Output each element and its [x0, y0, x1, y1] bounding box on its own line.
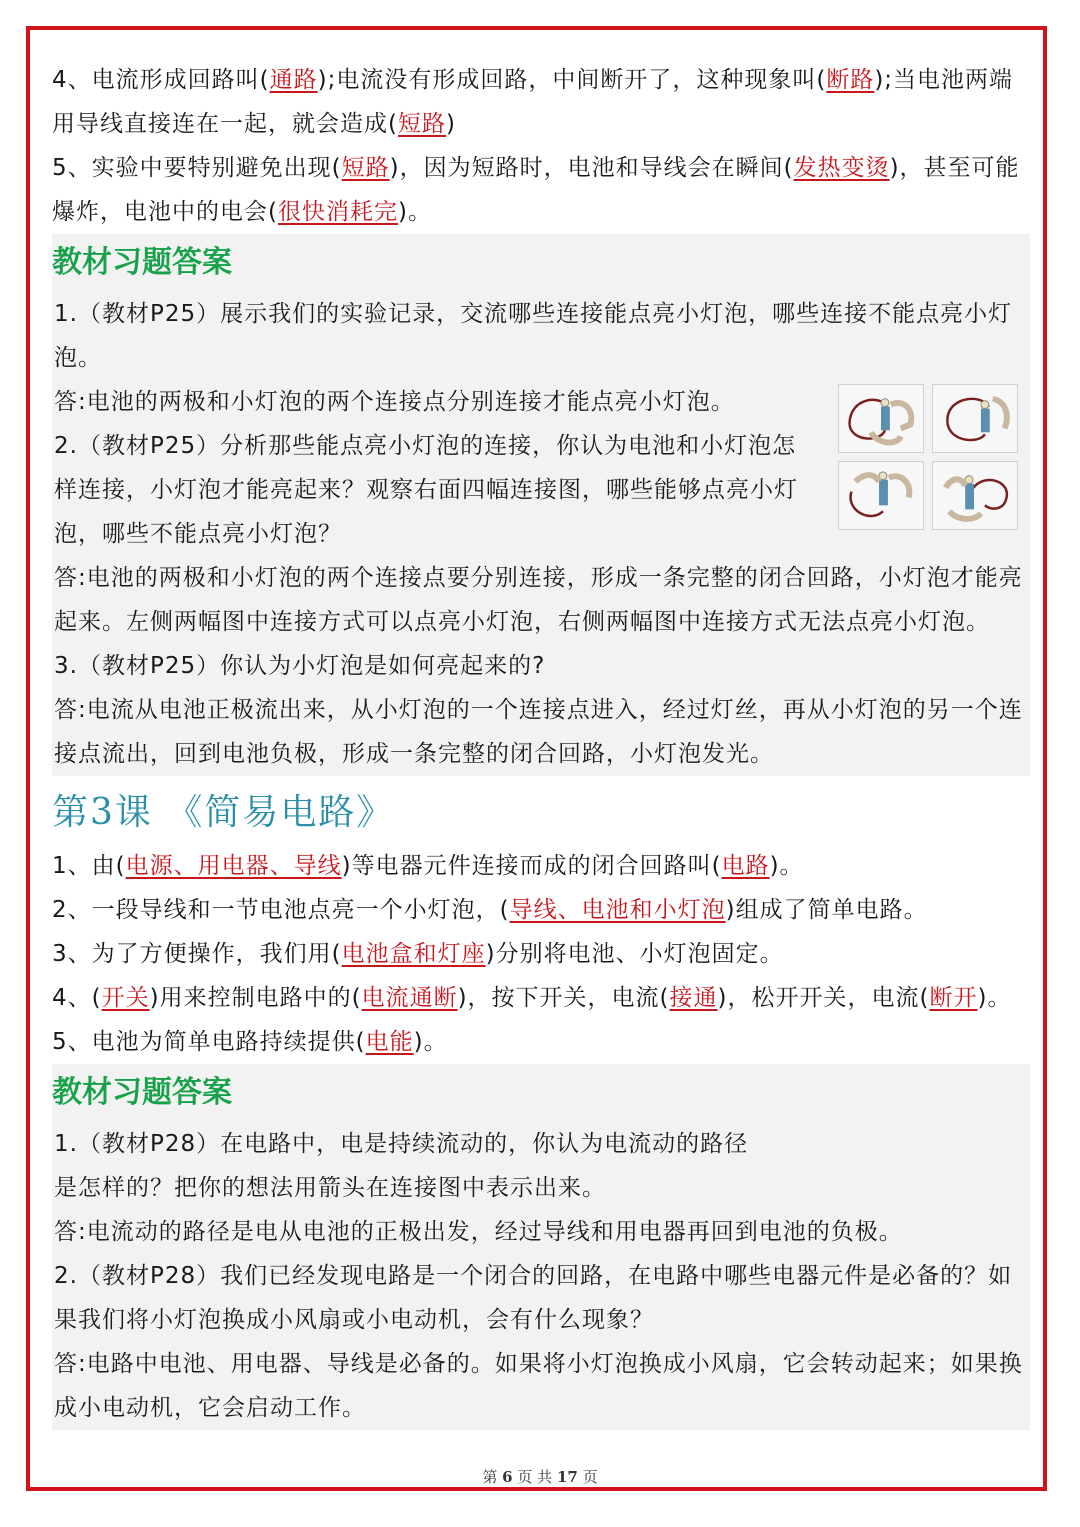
answer-blank: 短路 [397, 111, 446, 137]
question-2: 2.（教材P25）分析那些能点亮小灯泡的连接，你认为电池和小灯泡怎样连接，小灯泡才能亮起来？观察右面四幅连接图，哪些能够点亮小灯泡，哪些不能点亮小灯泡？ [54, 433, 798, 547]
exercise-answers-section-2 [52, 1064, 1030, 1430]
answer-blank: 电池盒和灯座 [341, 941, 486, 967]
page-footer: 第 6 页 共 17 页 [482, 1468, 598, 1486]
lesson2-point-5: 5、实验中要特别避免出现(短路)，因为短路时，电池和导线会在瞬间(发热变烫)，甚至可能爆炸，电池中的电会(很快消耗完)。 [52, 155, 1020, 225]
lesson3-point-1: 1、由(电源、用电器、导线)等电器元件连接而成的闭合回路叫(电路)。 [52, 853, 804, 879]
connection-diagram-1 [838, 384, 924, 453]
answer-1: 答:电池的两极和小灯泡的两个连接点分别连接才能点亮小灯泡。 [54, 389, 735, 415]
answer-blank: 断开 [929, 985, 978, 1011]
answer-blank: 很快消耗完 [277, 199, 398, 225]
question-1-line-2: 是怎样的？把你的想法用箭头在连接图中表示出来。 [54, 1175, 606, 1201]
battery-bulb-image [933, 462, 1017, 529]
answer-3: 答:电流从电池正极流出来，从小灯泡的一个连接点进入，经过灯丝，再从小灯泡的另一个连接点流出，回到电池负极，形成一条完整的闭合回路，小灯泡发光。 [54, 697, 1023, 767]
total-page-count: 17 [556, 1468, 578, 1486]
answer-blank: 电源、用电器、导线 [125, 853, 342, 879]
lesson3-point-3: 3、为了方便操作，我们用(电池盒和灯座)分别将电池、小灯泡固定。 [52, 941, 784, 967]
battery-bulb-image [933, 385, 1017, 452]
answer-1: 答:电流动的路径是电从电池的正极出发，经过导线和用电器再回到电池的负极。 [54, 1219, 903, 1245]
answer-blank: 短路 [341, 155, 390, 181]
question-2-block [52, 424, 1030, 556]
answer-blank: 断路 [826, 67, 875, 93]
answer-blank: 导线、电池和小灯泡 [509, 897, 726, 923]
answer-blank: 电能 [365, 1029, 414, 1055]
question-2: 2.（教材P28）我们已经发现电路是一个闭合的回路，在电路中哪些电器元件是必备的？如果我们将小灯泡换成小风扇或小电动机，会有什么现象？ [54, 1263, 1013, 1333]
question-1: 1.（教材P25）展示我们的实验记录，交流哪些连接能点亮小灯泡，哪些连接不能点亮小灯泡。 [54, 301, 1013, 371]
lesson-title: 第3课 《简易电路》 [52, 792, 395, 833]
answer-blank: 通路 [269, 67, 318, 93]
answer-blank: 电路 [721, 853, 770, 879]
connection-diagram-3 [838, 461, 924, 530]
battery-bulb-image [839, 385, 923, 452]
lesson3-point-2: 2、一段导线和一节电池点亮一个小灯泡，(导线、电池和小灯泡)组成了简单电路。 [52, 897, 928, 923]
answer-2: 答:电池的两极和小灯泡的两个连接点要分别连接，形成一条完整的闭合回路，小灯泡才能亮起来。左侧两幅图中连接方式可以点亮小灯泡，右侧两幅图中连接方式无法点亮小灯泡。 [54, 565, 1023, 635]
battery-bulb-image [839, 462, 923, 529]
current-page-number: 6 [502, 1468, 513, 1486]
answer-2: 答:电路中电池、用电器、导线是必备的。如果将小灯泡换成小风扇，它会转动起来；如果换成小电动机，它会启动工作。 [54, 1351, 1023, 1421]
connection-diagram-4 [932, 461, 1018, 530]
answer-blank: 发热变烫 [793, 155, 890, 181]
exercise-answers-section-1 [52, 234, 1030, 776]
section-heading: 教材习题答案 [52, 1075, 232, 1110]
answer-blank: 电流通断 [361, 985, 458, 1011]
answer-blank: 接通 [669, 985, 718, 1011]
connection-diagrams [838, 384, 1018, 530]
lesson3-point-4: 4、(开关)用来控制电路中的(电流通断)，按下开关，电流(接通)，松开开关，电流(断开)。 [52, 985, 1012, 1011]
question-3: 3.（教材P25）你认为小灯泡是如何亮起来的? [54, 653, 546, 679]
connection-diagram-2 [932, 384, 1018, 453]
answer-blank: 开关 [101, 985, 150, 1011]
page-content [52, 58, 1030, 1430]
section-heading: 教材习题答案 [52, 245, 232, 280]
question-1-line-1: 1.（教材P28）在电路中，电是持续流动的，你认为电流动的路径 [54, 1131, 749, 1157]
lesson3-point-5: 5、电池为简单电路持续提供(电能)。 [52, 1029, 448, 1055]
lesson2-point-4: 4、电流形成回路叫(通路);电流没有形成回路，中间断开了，这种现象叫(断路);当电池两端用导线直接连在一起，就会造成(短路) [52, 67, 1014, 137]
